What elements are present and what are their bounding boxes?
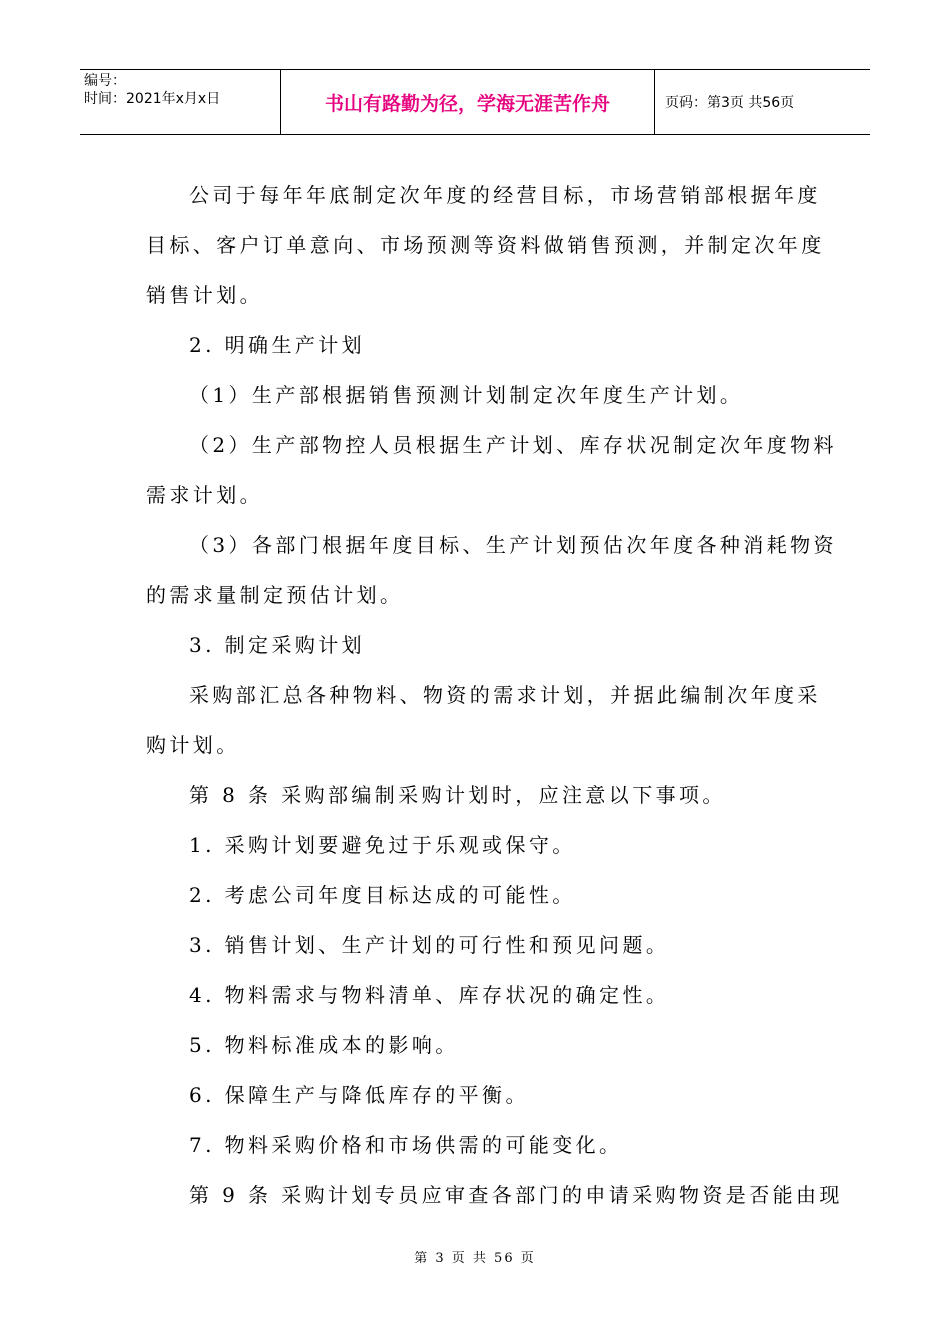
- list-item: 7. 物料采购价格和市场供需的可能变化。: [189, 1133, 623, 1157]
- body-line: （3）各部门根据年度目标、生产计划预估次年度各种消耗物资: [189, 533, 837, 557]
- body-line: 公司于每年年底制定次年度的经营目标，市场营销部根据年度: [189, 183, 821, 207]
- list-item: 5. 物料标准成本的影响。: [189, 1033, 459, 1057]
- article-line: 第 8 条 采购部编制采购计划时，应注意以下事项。: [189, 783, 726, 807]
- list-item: 2. 考虑公司年度目标达成的可能性。: [189, 883, 576, 907]
- list-item: 1. 采购计划要避免过于乐观或保守。: [189, 833, 576, 857]
- page-footer: 第 3 页 共 56 页: [414, 1251, 536, 1266]
- body-line: 需求计划。: [146, 483, 263, 507]
- body-line: 目标、客户订单意向、市场预测等资料做销售预测，并制定次年度: [146, 233, 825, 257]
- body-line: 的需求量制定预估计划。: [146, 583, 404, 607]
- body-line: （2）生产部物控人员根据生产计划、库存状况制定次年度物料: [189, 433, 837, 457]
- document-number-label: 编号：: [84, 73, 126, 89]
- list-item: 6. 保障生产与降低库存的平衡。: [189, 1083, 529, 1107]
- list-item: 3. 销售计划、生产计划的可行性和预见问题。: [189, 933, 670, 957]
- document-body: [146, 170, 843, 1220]
- body-line: 销售计划。: [146, 283, 263, 307]
- header-motto: 书山有路勤为径，学海无涯苦作舟: [281, 70, 655, 134]
- header-page-number: 页码：第3页 共56页: [665, 95, 795, 111]
- header-meta: [80, 70, 281, 134]
- body-line: 采购部汇总各种物料、物资的需求计划，并据此编制次年度采: [189, 683, 821, 707]
- article-line: 第 9 条 采购计划专员应审查各部门的申请采购物资是否能由现: [189, 1183, 843, 1207]
- list-item: 4. 物料需求与物料清单、库存状况的确定性。: [189, 983, 670, 1007]
- body-line: （1）生产部根据销售预测计划制定次年度生产计划。: [189, 383, 744, 407]
- body-line: 购计划。: [146, 733, 240, 757]
- document-date-label: 时间：2021年x月x日: [84, 91, 221, 107]
- page-header: [80, 69, 870, 135]
- section-heading: 3. 制定采购计划: [189, 633, 366, 657]
- section-heading: 2. 明确生产计划: [189, 333, 366, 357]
